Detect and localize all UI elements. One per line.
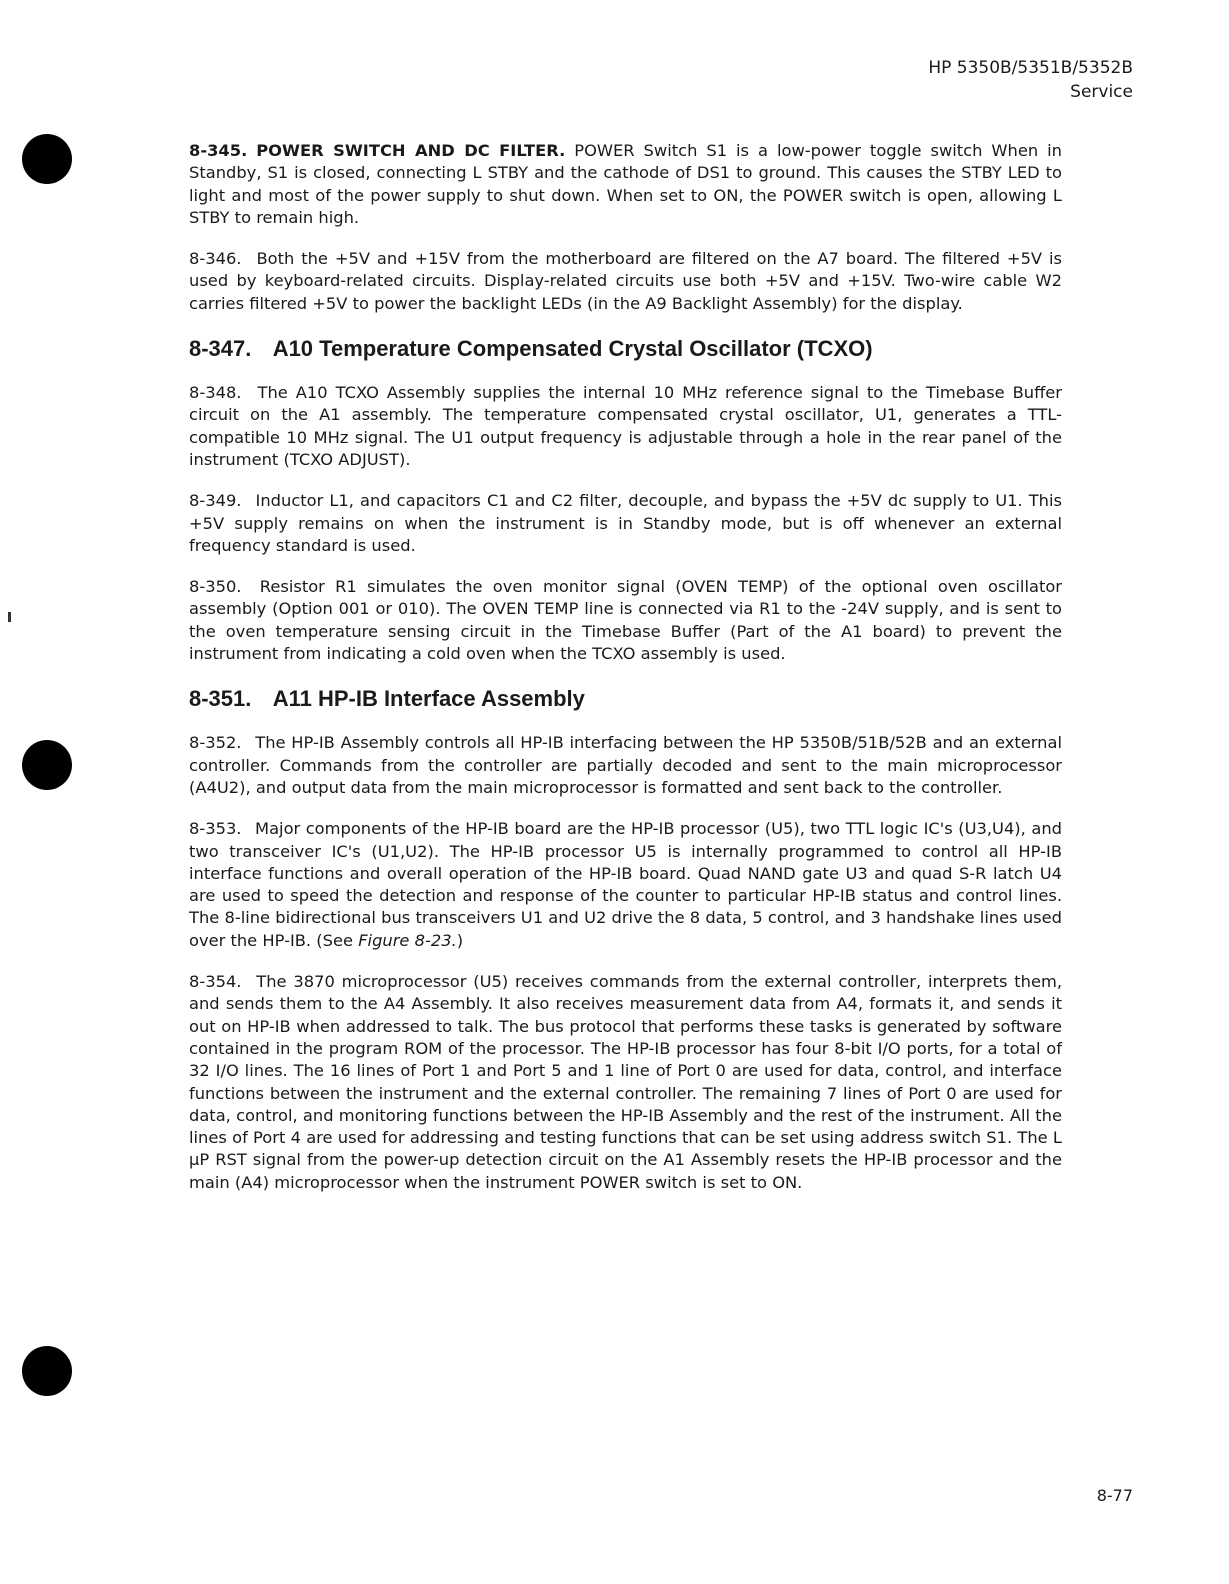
- paragraph-text: Major components of the HP-IB board are the HP-IB processor (U5), two TTL logic IC's (U3,U4), and two transceiver IC's (U1,U2). The HP-IB processor U5 is internally programmed to control all HP-IB interface functions and overall operation of the HP-IB board. Quad NAND gate U3 and quad S-R latch U4 are used to speed the detection and response of the counter to particular HP-IB status and control lines. The 8-line bidirectional bus transceivers U1 and U2 drive the 8 data, 5 control, and 3 handshake lines used over the HP-IB. (See: [189, 819, 1062, 950]
- paragraph-text: Resistor R1 simulates the oven monitor signal (OVEN TEMP) of the optional oven oscillator assembly (Option 001 or 010). The OVEN TEMP line is connected via R1 to the -24V supply, and is sent to the oven temperature sensing circuit in the Timebase Buffer (Part of the A1 board) to prevent the instrument from indicating a cold oven when the TCXO assembly is used.: [189, 577, 1062, 664]
- binder-hole-bottom: [22, 1346, 72, 1396]
- paragraph-number: 8-354.: [189, 972, 242, 992]
- paragraph-number: 8-345.: [189, 141, 248, 160]
- section-number: 8-351.: [189, 686, 252, 712]
- paragraph-8-350: [189, 576, 1062, 665]
- section-title: A11 HP-IB Interface Assembly: [272, 686, 585, 712]
- paragraph-8-352: [189, 732, 1062, 799]
- paragraph-text: Both the +5V and +15V from the motherboard are filtered on the A7 board. The filtered +5V is used by keyboard-related circuits. Display-related circuits use both +5V and +15V. Two-wire cable W2 carries filtered +5V to power the backlight LEDs (in the A9 Backlight Assembly) for the display.: [189, 249, 1062, 313]
- paragraph-text: POWER Switch S1 is a low-power toggle switch When in Standby, S1 is closed, connecting L STBY and the cathode of DS1 to ground. This causes the STBY LED to light and most of the power supply to shut down. When set to ON, the POWER switch is open, allowing L STBY to remain high.: [189, 141, 1062, 227]
- binder-hole-top: [22, 134, 72, 184]
- paragraph-8-345: [189, 140, 1062, 229]
- paragraph-8-349: [189, 490, 1062, 557]
- section-heading-8-347: [189, 334, 1062, 364]
- margin-mark: [8, 612, 11, 622]
- page-number: 8-77: [1096, 1486, 1133, 1505]
- header-model: HP 5350B/5351B/5352B: [928, 58, 1133, 78]
- paragraph-number: 8-350.: [189, 577, 242, 597]
- paragraph-8-346: [189, 248, 1062, 315]
- paragraph-number: 8-353.: [189, 819, 242, 839]
- paragraph-number: 8-349.: [189, 491, 242, 511]
- paragraph-text: The 3870 microprocessor (U5) receives commands from the external controller, interprets them, and sends them to the A4 Assembly. It also receives measurement data from A4, formats it, and sends it out on HP-IB when addressed to talk. The bus protocol that performs these tasks is generated by software contained in the program ROM of the processor. The HP-IB processor has four 8-bit I/O ports, for a total of 32 I/O lines. The 16 lines of Port 1 and Port 5 and 1 line of Port 0 are used for data, control, and interface functions between the instrument and the external controller. The remaining 7 lines of Port 0 are used for data, control, and monitoring functions between the HP-IB Assembly and the rest of the instrument. All the lines of Port 4 are used for addressing and testing functions that can be set using address switch S1. The L μP RST signal from the power-up detection circuit on the A1 Assembly resets the HP-IB processor and the main (A4) microprocessor when the instrument POWER switch is set to ON.: [189, 972, 1062, 1192]
- paragraph-text: The A10 TCXO Assembly supplies the internal 10 MHz reference signal to the Timebase Buffer circuit on the A1 assembly. The temperature compensated crystal oscillator, U1, generates a TTL-compatible 10 MHz signal. The U1 output frequency is adjustable through a hole in the rear panel of the instrument (TCXO ADJUST).: [189, 383, 1062, 469]
- paragraph-number: 8-352.: [189, 733, 242, 753]
- section-number: 8-347.: [189, 336, 252, 362]
- section-title: A10 Temperature Compensated Crystal Oscillator (TCXO): [272, 336, 873, 362]
- section-heading-8-351: [189, 684, 1062, 714]
- paragraph-tail: ): [456, 930, 464, 950]
- header-section: Service: [1070, 82, 1133, 102]
- paragraph-text: The HP-IB Assembly controls all HP-IB interfacing between the HP 5350B/51B/52B and an external controller. Commands from the controller are partially decoded and sent to the main microprocessor (A4U2), and output data from the main microprocessor is formatted and sent back to the controller.: [189, 733, 1062, 797]
- paragraph-8-348: [189, 382, 1062, 471]
- page-content: [189, 140, 1062, 1213]
- paragraph-lead: POWER SWITCH AND DC FILTER.: [256, 141, 566, 160]
- paragraph-8-353: [189, 818, 1062, 952]
- binder-hole-middle: [22, 740, 72, 790]
- paragraph-8-354: [189, 971, 1062, 1194]
- paragraph-text: Inductor L1, and capacitors C1 and C2 filter, decouple, and bypass the +5V dc supply to U1. This +5V supply remains on when the instrument is in Standby mode, but is off whenever an external frequency standard is used.: [189, 491, 1062, 555]
- paragraph-number: 8-346.: [189, 249, 242, 269]
- page-header: [928, 56, 1133, 104]
- paragraph-number: 8-348.: [189, 383, 242, 403]
- figure-reference: Figure 8-23.: [358, 930, 457, 950]
